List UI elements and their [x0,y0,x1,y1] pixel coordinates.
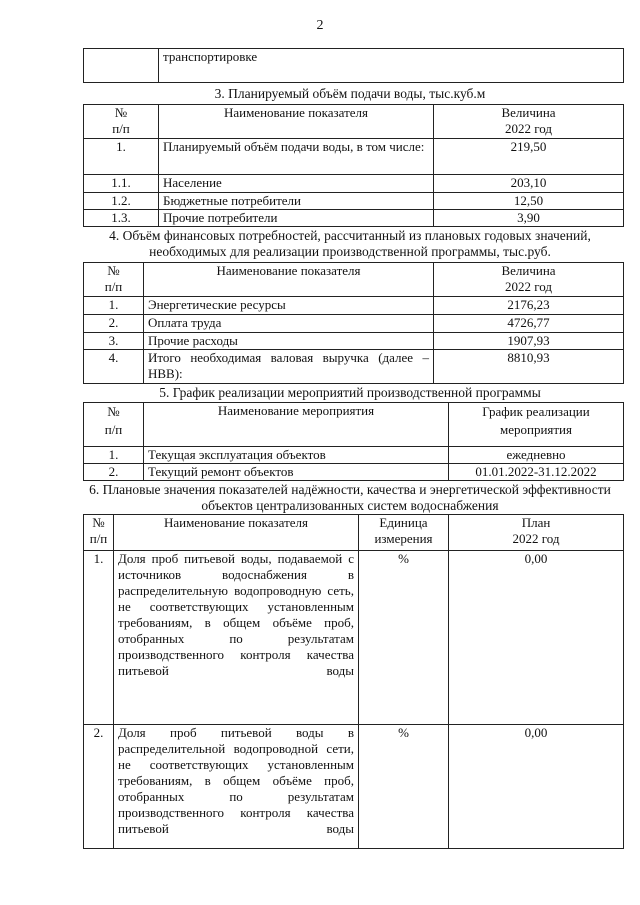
table-row: 1. Доля проб питьевой воды, подаваемой с источников водоснабжения в распределительную водопроводную сеть, не соответствующих установленным требованиям, в общем объёме проб, отобранных по результатам производственного контроля качества питьевой воды % 0,00 [84,551,624,725]
water-supply-table [83,104,624,227]
table-row: 2. Оплата труда 4726,77 [84,315,624,333]
section-3-title: 3. Планируемый объём подачи воды, тыс.куб.м [214,86,486,101]
schedule-table [83,402,624,481]
table-row: 2. Доля проб питьевой воды в распределительной водопроводной сети, не соответствующих установленным требованиям, в общем объёме проб, отобранных по результатам производственного контроля качества питьевой воды % 0,00 [84,725,624,849]
table-row: 1. Планируемый объём подачи воды, в том числе: 219,50 [84,139,624,175]
table-row: 1. Энергетические ресурсы 2176,23 [84,297,624,315]
table-row: 1.3. Прочие потребители 3,90 [84,210,624,227]
reliability-indicators-table [83,514,624,849]
page-number: 2 [316,18,324,33]
header-name: Наименование мероприятия [144,403,449,447]
table-row: 1.1. Население 203,10 [84,175,624,193]
section-5-title: 5. График реализации мероприятий производственной программы [159,385,541,400]
continuation-table [83,48,624,83]
header-num: № п/п [84,515,114,551]
header-num: № п/п [84,105,159,139]
header-name: Наименование показателя [144,263,434,297]
table-row: 4. Итого необходимая валовая выручка (далее – НВВ): 8810,93 [84,350,624,384]
header-name: Наименование показателя [159,105,434,139]
header-schedule: График реализации мероприятия [449,403,624,447]
header-unit: Единица измерения [359,515,449,551]
financial-needs-table [83,262,624,384]
header-value: Величина 2022 год [434,263,624,297]
header-plan: План 2022 год [449,515,624,551]
table-row: 1.2. Бюджетные потребители 12,50 [84,193,624,210]
continuation-cell: транспортировке [159,49,624,83]
section-4-title: 4. Объём финансовых потребностей, рассчитанный из плановых годовых значений, необходимых для реализации производственной программы, тыс.руб. [109,228,591,259]
table-row: 2. Текущий ремонт объектов 01.01.2022-31.12.2022 [84,464,624,481]
table-row: 1. Текущая эксплуатация объектов ежедневно [84,447,624,464]
header-num: № п/п [84,263,144,297]
table-row: 3. Прочие расходы 1907,93 [84,333,624,350]
header-value: Величина 2022 год [434,105,624,139]
header-num: № п/п [84,403,144,447]
header-name: Наименование показателя [114,515,359,551]
section-6-title: 6. Плановые значения показателей надёжности, качества и энергетической эффективности объектов централизованных систем водоснабжения [89,482,611,513]
